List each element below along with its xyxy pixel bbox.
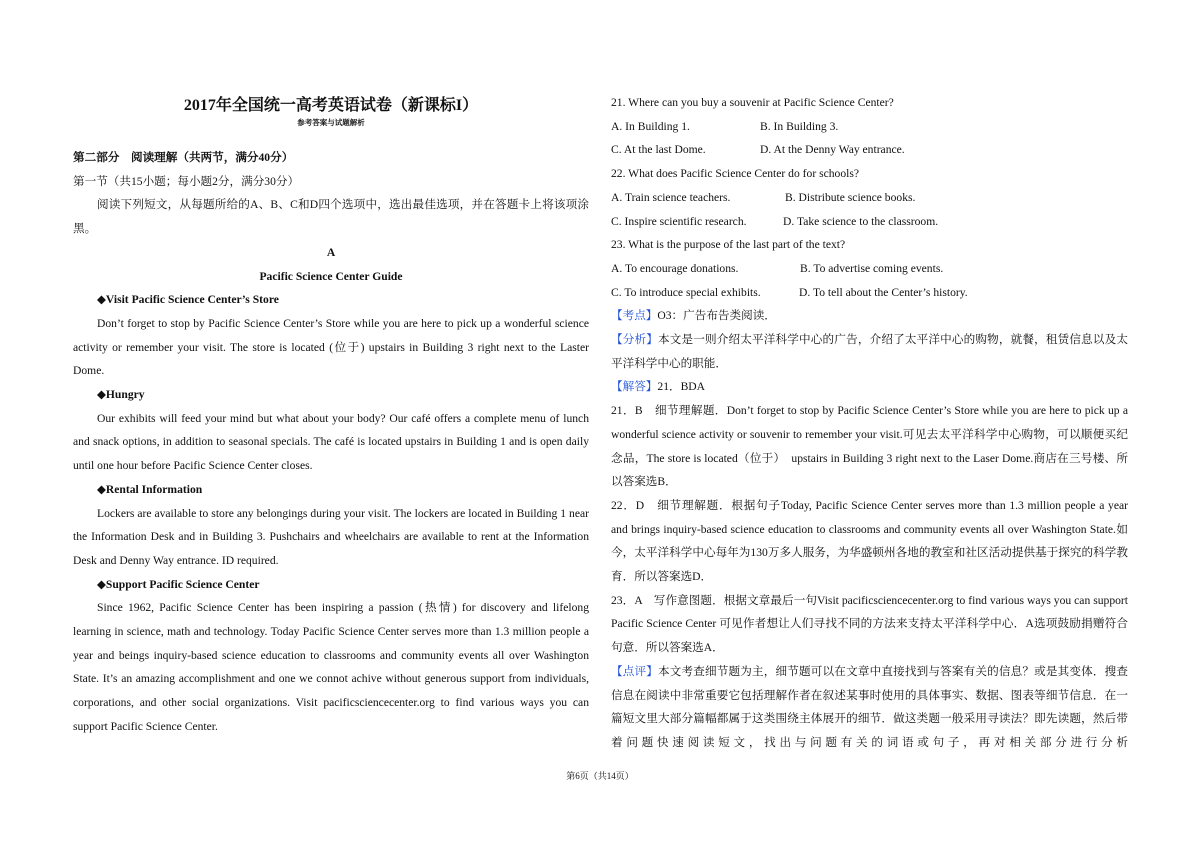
option-22-d: D. Take science to the classroom. [783,214,939,228]
dianping-tag: 【点评】 [611,664,659,678]
answer-21-explanation: 21．B 细节理解题．Don’t forget to stop by Pacific Science Center’s Store while you are here to pick up a wonderful science activity or souvenir to remember your visit.可见去太平洋科学中心购物，可以顺便买纪念品，The store is located（位于） upstairs in Building 3 right next to the Laser Dome.商店在三号楼、所以答案选B． [611,404,1128,489]
fenxi-tag: 【分析】 [611,333,659,347]
instruction: 阅读下列短文，从每题所给的A、B、C和D四个选项中，选出最佳选项，并在答题卡上将该项涂黑。 [73,198,589,236]
section-line: 第一节（共15小题；每小题2分，满分30分） [73,174,300,188]
rental-heading: ◆Rental Information [97,482,203,496]
question-23-options-cd [611,281,1128,305]
dianping-line [611,660,1128,755]
option-22-b: B. Distribute science books. [785,190,916,204]
left-column [73,95,589,739]
option-22-c: C. Inspire scientific research. [611,214,747,228]
dianping-text: 本文考查细节题为主，细节题可以在文章中直接找到与答案有关的信息？或是其变体．搜查信息在阅读中非常重要它包括理解作者在叙述某事时使用的具体事实、数据、图表等细节信息．在一篇短文里大部分篇幅都属于这类围绕主体展开的细节．做这类题一般采用寻读法？即先读题，然后带着问题快速阅读短文，找出与问题有关的词语或句子，再对相关部分进行分析 [611,664,1128,749]
page-subtitle: 参考答案与试题解析 [297,118,365,127]
store-heading: ◆Visit Pacific Science Center’s Store [97,293,279,307]
question-22: 22. What does Pacific Science Center do for schools? [611,167,860,181]
answer-22-explanation: 22．D 细节理解题．根据句子Today, Pacific Science Center serves more than 1.3 million people a year and brings inquiry-based science education to classrooms and community events all over Washington State.如今，太平洋科学中心每年为130万多人服务，为华盛顿州各地的教室和社区活动提供基于探究的科学教育．所以答案选D． [611,498,1128,584]
store-paragraph: Don’t forget to stop by Pacific Science Center’s Store while you are here to pick up a wonderful science activity or remember your visit. The store is located (位于) upstairs in Building 3 right next to the Laster Dome. [73,316,589,378]
rental-paragraph: Lockers are available to store any belongings during your visit. The lockers are located in Building 1 near the Information Desk and in Building 3. Pushchairs and wheelchairs are available to rent at the Information Desk and Denny Way entrance. ID required. [73,506,589,567]
support-heading: ◆Support Pacific Science Center [97,577,260,591]
kaodian-line [611,304,1128,328]
option-21-a: A. In Building 1. [611,119,690,133]
hungry-paragraph: Our exhibits will feed your mind but what about your body? Our café offers a complete menu of lunch and snack options, in addition to seasonal specials. The café is located upstairs in Building 1 and is open daily until one hour before Pacific Science Center closes. [73,411,589,473]
kaodian-tag: 【考点】 [611,309,658,323]
option-21-d: D. At the Denny Way entrance. [760,143,905,157]
question-23: 23. What is the purpose of the last part of the text? [611,238,846,252]
passage-title: Pacific Science Center Guide [259,269,403,283]
jieda-text: 21．BDA [657,380,706,394]
fenxi-line [611,328,1128,375]
page-footer: 第6页（共14页） [566,771,634,781]
passage-label: A [326,245,336,259]
support-paragraph: Since 1962, Pacific Science Center has been inspiring a passion (热情) for discovery and lifelong learning in science, math and technology. Today Pacific Science Center serves more than 1.3 million people a year and beings inquiry-based science education to classrooms and community events all over Washington State. It’s an amazing accomplishment and one we connot achive without generous support from individuals, corporations, and other social organizations. Visit pacificsciencecenter.org to find various ways you can support Pacific Science Center. [73,601,589,733]
option-23-b: B. To advertise coming events. [800,261,944,275]
answer-23-explanation: 23．A 写作意图题．根据文章最后一句Visit pacificsciencecenter.org to find various ways you can support Pacific Science Center 可见作者想让人们寻找不同的方法来支持太平洋科学中心．A选项鼓励捐赠符合句意．所以答案选A． [611,593,1128,655]
option-22-a: A. Train science teachers. [611,190,731,204]
option-23-c: C. To introduce special exhibits. [611,285,761,299]
option-23-a: A. To encourage donations. [611,261,739,275]
question-21-options-cd [611,138,1128,162]
question-21-options-ab [611,115,1128,139]
option-23-d: D. To tell about the Center’s history. [799,285,968,299]
page-title: 2017年全国统一高考英语试卷（新课标I） [183,97,479,114]
part-heading: 第二部分 阅读理解（共两节，满分40分） [73,151,294,164]
fenxi-text: 本文是一则介绍太平洋科学中心的广告，介绍了太平洋中心的购物，就餐，租赁信息以及太平洋科学中心的职能． [611,333,1128,370]
question-23-options-ab [611,257,1128,281]
option-21-b: B. In Building 3. [760,119,839,133]
question-22-options-ab [611,186,1128,210]
right-column [611,91,1128,755]
jieda-tag: 【解答】 [611,380,658,394]
jieda-line [611,375,1128,399]
question-22-options-cd [611,210,1128,234]
hungry-heading: ◆Hungry [97,388,145,402]
kaodian-text: O3：广告布告类阅读． [657,309,776,323]
question-21: 21. Where can you buy a souvenir at Pacific Science Center? [611,96,894,109]
option-21-c: C. At the last Dome. [611,143,706,157]
